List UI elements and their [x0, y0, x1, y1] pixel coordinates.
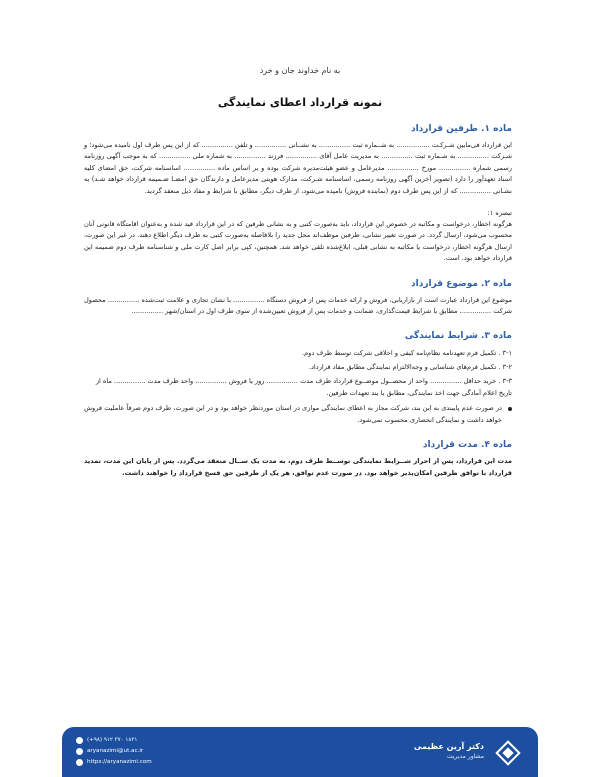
- phone-icon: [76, 737, 83, 744]
- article-4: [84, 440, 512, 479]
- article-2-heading: ماده ۲. موضوع قرارداد: [411, 278, 512, 289]
- email-row[interactable]: [76, 746, 152, 757]
- condition-3-1: ۳-۱ . تکمیل فرم تعهدنامه نظام‌نامه کیفی و اخلاقی شرکت توسط طرف دوم.: [302, 349, 512, 358]
- website-row[interactable]: [76, 757, 152, 768]
- phone-text: (+۹۸) ۹۱۲ ۳۷۰ ۱۸۲۱: [87, 737, 138, 743]
- note-1-text: هرگونه اخطار، درخواست و مکاتبه در خصوص این قرارداد، باید به‌صورت کتبی و به نشانی طرفین که در این قرارداد قید شده و به‌عنوان اقامتگاه قانونی آنان محسوب می‌شود، ارسال گردد. در صورت تغییر نشانی، طرفین موظف‌اند محل جدید را بلافاصله به‌صورت کتبی به طرف دیگر اطلاع دهند. در غیر این صورت، ارسال هرگونه اخطار، درخواست یا مکاتبه به نشانی قبلی، ابلاغ‌شده تلقی خواهد شد. همچنین، کپی برابر اصل کارت ملی و شناسنامه طرف دوم ضمیمه این قرارداد خواهد بود. است.: [84, 220, 512, 263]
- logo-icon: [494, 739, 522, 767]
- article-1-paragraph: این قرارداد فی‌مابین شـرکـت ................ به شــماره ثبت ............... به نشــانی ............... و تلفن ............... که از این پس طرف اول نامیده می‌شود؛ و شـرکت ............... به شـماره ثبت ............... به مدیریت عامل آقای ............... فرزند ............... به شماره ملی ............... که به موجب آگهی روزنامه رسمی شماره ............... مورخ ............... مدیرعامل و عضو هیئت‌مدیره شرکت بوده و بر اساس ماده ............... اساسنامه شرکت، حق امضای کلیه اسناد تعهدآور را دارد (تصویر آخرین آگهی روزنامه رسمی، اساسنامه شـرکت، مدارک هویتی مدیرعامل و دارندگان حق امضـا ضـمیمه قرارداد خواهد شـد) به نشـانی ............... که از این پس طرف دوم (نماینده فروش) نامیده می‌شود، از طرف دیگر، مطابق با شرایط و مفاد ذیل منعقد گردید.: [84, 141, 512, 195]
- bullet-text: در صورت عدم پایبندی به این بند، شرکت مجاز به اعطای نمایندگی موازی در استان موردنظر خواهد بود و در این صورت، طرف دوم صرفاً عاملیت فروش خواهد داشت و نمایندگی انحصاری محسوب نمی‌شود.: [84, 404, 502, 424]
- document-body: [84, 124, 512, 493]
- consultant-name: دکتر آرین عظیمی: [413, 742, 484, 751]
- consultant-role: مشاور مدیریت: [446, 753, 484, 760]
- globe-icon: [76, 759, 83, 766]
- website-link[interactable]: https://aryanazimi.com: [87, 759, 152, 765]
- email-link[interactable]: aryanazimi@ut.ac.ir: [87, 748, 144, 754]
- contact-list: [76, 735, 152, 768]
- article-1-heading: ماده ۱. طرفین قرارداد: [410, 124, 512, 134]
- article-2: [84, 279, 512, 318]
- phone-row: [76, 735, 152, 746]
- article-4-heading: ماده ۴. مدت قرارداد: [422, 440, 512, 451]
- footer-bar: [62, 727, 538, 777]
- bullet-item: [84, 403, 512, 426]
- article-3-heading: ماده ۳. شرایط نمایندگی: [404, 331, 512, 342]
- bullet-icon: [508, 407, 512, 411]
- article-2-text: موضوع این قرارداد عبارت است از بازاریابی، فروش و ارائه خدمات پس از فروش دستگاه ............... با نشان تجاری و علامت ثبت‌شده ............... محصول شرکت ............... مطابق با شرایط قیمت‌گذاری، ضمانت و خدمات پس از فروش تعیین‌شده از سوی طرف اول در استان/شهر ...............: [84, 295, 512, 316]
- article-1: [84, 124, 512, 265]
- condition-3-3: ۳-۳ . خرید حداقل ............... واحد از محصــول موضــوع قرارداد ظرف مدت ............... روز یا فروش ............... واحد ظرف مدت ............... ماه از تاریخ اعلام آمادگی جهت اخذ نمایندگی، مطابق با بند تعهدات طرفین.: [95, 377, 512, 398]
- article-4-text: مدت این قرارداد، پس از احراز شــرایط نمایندگی توســط طرف دوم، به مدت یک ســال منعقد می‌گردد. پس از پایان این مدت، تمدید قرارداد با توافق طرفین امکان‌پذیر خواهد بود. در صورت عدم توافق، هر یک از طرفین حق فسخ قرارداد را خواهند داشت.: [84, 457, 512, 477]
- article-3: [84, 331, 512, 426]
- document-title: نمونه قرارداد اعطای نمایندگی: [217, 96, 383, 109]
- email-icon: [76, 748, 83, 755]
- brand-block: [414, 742, 484, 760]
- condition-3-2: ۳-۲ . تکمیل فرم‌های شناسایی و وجه‌الالتزام نمایندگی مطابق مفاد قرارداد.: [308, 363, 512, 372]
- note-1-label: تبصره ۱:: [487, 209, 512, 218]
- basmala: به نام خداوند جان و خرد: [259, 66, 341, 75]
